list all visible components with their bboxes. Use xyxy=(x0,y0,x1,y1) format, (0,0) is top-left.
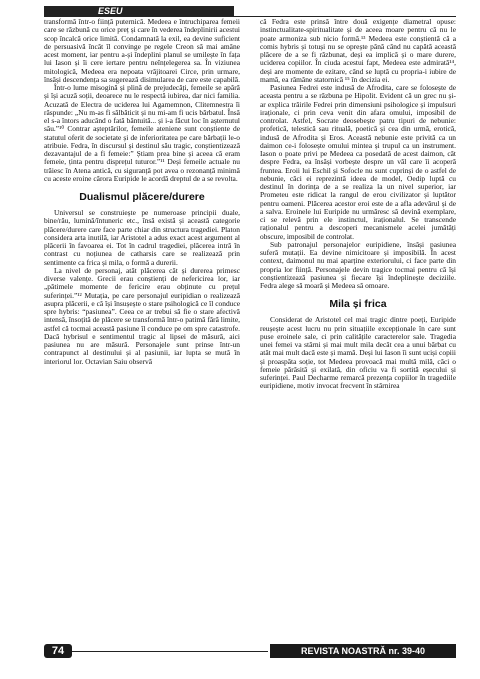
right-column xyxy=(260,18,456,640)
section-heading: Mila și frica xyxy=(329,298,387,311)
paragraph: Pasiunea Fedrei este indusă de Afrodita, care se folosește de aceasta pentru a se răzbuna pe Hipolit. Evident că un grec nu și-ar explica trăirile Fedrei prin dimensiuni psihologice și impulsuri iraționale, ci prin ceva venit din afara omului, imposibil de controlat. Astfel, Socrate deosebește patru tipuri de nebunie: profetică, telestică sau rituală, poetică și cea din urmă, erotică, indusă de Afrodita și Eros. Această nebunie este privită ca un daimon ce-i folosește omului mintea și trupul ca un instrument. Iason o poate privi pe Medeea ca posedată de acest daimon, cât despre Fedra, ea însăși vorbește despre un văl care îi acoperă fruntea. Eroii lui Eschil și Sofocle nu sunt cuprinși de o astfel de nebunie, căci ei reprezintă ideea de model, Oedip luptă cu destinul în dorința de a se realiza la un nivel superior, iar Prometeu este ridicat la rangul de erou civilizator și luptător pentru oameni. Plăcerea acestor eroi este de a afla adevărul și de a salva. Eroinele lui Euripide nu urmăresc să devină exemplare, ci se relevă prin ele instinctul, iraționalul. Se transcende raționalul pentru a descoperi mecanismele acelei jumătăți obscure, imposibil de controlat. xyxy=(260,83,456,241)
paragraph: Într-o lume misogină și plină de prejudecăți, femeile se apără și își acuză soții, deoarece nu le respectă iubirea, dar nici familia. Acuzată de Electra de uciderea lui Agamemnon, Clitemnestra îi răspunde: „Nu m-as fi sălbăticit și nu mi-am fi ucis bărbatul. Însă el s-a întors aducând o fată bântuită... și i-a făcut loc în așternutul său.”¹⁰ Contrar așteptărilor, femeile ateniene sunt conștiente de statutul oferit de societate și de inferioritatea pe care bărbații le-o atribuie. Fedra, în discursul și destinul său tragic, conștientizează dezavantajul de a fi femeie:” Știam prea bine și aceea că eram femeie, ținta pentru disprețul tuturor.”¹¹ Deși femeile actuale nu trăiesc în Atena antică, cu siguranță pot avea o rezonanță minimă cu aceste eroine cărora Euripide le acordă dreptul de a se revolta. xyxy=(44,83,240,183)
paragraph: Considerat de Aristotel cel mai tragic dintre poeți, Euripide reușește acest lucru nu prin situațiile excepționale în care sunt puse eroinele sale, ci prin calitățile caracterelor sale. Tragedia unei femei va stârni și mai mult mila decât cea a unui bărbat cu atât mai mult dacă este și mamă. Deși lui Iason îi sunt uciși copiii și proaspăta soție, tot Medeea provoacă mai multă milă, căci o femeie părăsită și exilată, din oficiu va fi sortită eșecului și suferinței. Paul Decharme remarcă prezența copiilor în tragediile euripidiene, motiv invocat frecvent în stârnirea xyxy=(260,315,456,391)
magazine-title: REVISTA NOASTRĂ nr. 39-40 xyxy=(270,644,456,658)
page-footer xyxy=(44,644,456,658)
paragraph: Sub patronajul personajelor euripidiene, însăși pasiunea suferă mutații. Ea devine nimicitoare și imposibilă. În acest context, daimonul nu mai aparține exteriorului, ci face parte din propria lor ființă. Personajele devin tragice tocmai pentru că își conștientizează pasiunea și fiecare își îndeplinește deciziile. Fedra alege să moară și Medeea să omoare. xyxy=(260,239,456,290)
page-number: 74 xyxy=(44,644,72,658)
paragraph: La nivel de personaj, atât plăcerea cât și durerea primesc diverse valențe. Grecii erau conștienți de nefericirea lor, iar „pătimele momente de fericire erau obținute cu prețul suferinței.”¹² Mutația, pe care personajul euripidian o realizează asupra plăcerii, e că își însușește o stare psihologică ce îl conduce spre hybris: “pasiunea”. Ceea ce ar trebui să fie o stare afectivă intensă, însoțită de plăcere se transformă într-o patimă fără limite, astfel că tocmai această pasiune îl conduce pe om spre catastrofe. Dacă hybrisul e sentimentul tragic al lipsei de măsură, aici pasiunea nu are măsură. Personajele sunt prinse într-un contrapunct al destinului și al pasiunii, iar lupta se mută în interiorul lor. Octavian Saiu observă xyxy=(44,265,240,366)
section-heading: Dualismul plăcere/durere xyxy=(79,191,205,203)
footer-rule xyxy=(72,651,268,652)
paragraph: transformă într-o ființă puternică. Medeea e întruchiparea femeii care se răzbună cu orice preț și care în vederea îndeplinirii acestui scop încalcă orice limită. Condamnată la exil, ea devine suficient de persuasivă încât îl convinge pe regele Creon să mai amâne acest moment, iar pentru a-și îndeplini planul se umilește în fața lui Iason și îi cere iertare pentru neînțelegerea sa. În viziunea mitologică, Medeea era nepoata vrăjitoarei Circe, prin urmare, însăși descendența sa sugerează disimularea de care este capabilă. xyxy=(44,18,240,84)
header-rule xyxy=(44,16,456,17)
paragraph: că Fedra este prinsă între două exigențe diametral opuse: instinctualitate-spiritualitate și de aceea moare pentru că nu le poate armoniza sub nicio formă.¹³ Medeea este conștientă că a comis hybris și totuși nu se oprește până când nu capătă această plăcere de a se fi răzbunat, deși ea implică și o mare durere, uciderea copiilor. În ciuda acestui fapt, Medeea este admirată¹⁴, deși are momente de ezitare, când se luptă cu propria-i iubire de mamă, ea rămâne statornică ¹⁵ în decizia ei. xyxy=(260,18,456,84)
section-label: ESEU xyxy=(44,6,234,16)
left-column xyxy=(44,18,240,640)
section-header xyxy=(44,6,456,16)
paragraph: Universul se construiește pe numeroase principii duale, bine/rău, lumină/întuneric etc., însă există și această categorie plăcere/durere care face parte chiar din structura tragediei. Platon considera arta inutilă, iar Aristotel a adus exact acest argument al plăcerii în favoarea ei. Tot în cadrul tragediei, plăcerea intră în contrast cu noțiunea de catharsis care se realizează prin sentimente ca frica și mila, o formă a durerii. xyxy=(44,208,240,267)
